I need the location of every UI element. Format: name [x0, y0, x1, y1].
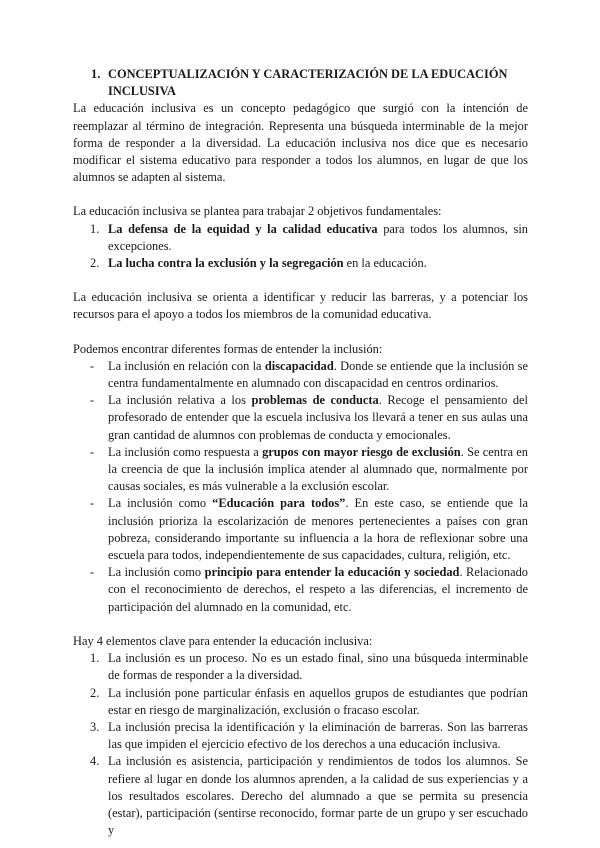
form-item [90, 358, 528, 392]
form-text: . En este caso, se entiende que la inclusión prioriza la escolarización de menores pertenecientes a países con gran pobreza, considerando importante su influencia a la hora de reflexionar sobre una escuela para todos, independientemente de sus capacidades, cultura, religión, etc. [108, 496, 528, 563]
objective-text: en la educación. [343, 256, 427, 271]
element-item [90, 685, 528, 719]
objective-item [90, 221, 528, 255]
form-item [90, 392, 528, 444]
dash-bullet: - [90, 565, 95, 580]
form-text: . Relacionado con el reconocimiento de derechos, el respeto a las diferencias, el incremento de participación del alumnado en la comunidad, etc. [108, 565, 528, 614]
dash-bullet: - [90, 444, 95, 459]
form-text: . Recoge el pensamiento del profesorado de entender que la escuela inclusiva los llevará a tener en sus aulas una gran cantidad de alumnos con problemas de conducta y emocionales. [108, 393, 528, 442]
document-page [73, 66, 528, 839]
section-heading [91, 66, 528, 100]
form-bold: grupos con mayor riesgo de exclusión [262, 444, 461, 459]
form-bold: “Educación para todos” [212, 496, 346, 511]
objectives-lead: La educación inclusiva se plantea para trabajar 2 objetivos fundamentales: [73, 204, 442, 219]
form-text: La inclusión como respuesta a [108, 444, 263, 459]
form-bold: problemas de conducta [251, 393, 379, 408]
objective-bold: La defensa de la equidad y la calidad educativa [108, 221, 378, 236]
form-bold: principio para entender la educación y sociedad [204, 565, 460, 580]
dash-bullet: - [90, 393, 95, 408]
element-text: La inclusión precisa la identificación y la eliminación de barreras. Son las barreras las que impiden el ejercicio efectivo de los derechos a una educación inclusiva. [108, 719, 528, 752]
form-text: La inclusión en relación con la [108, 358, 265, 373]
form-text: . Se centra en la creencia de que la inclusión implica atender al alumnado que, normalmente por causas sociales, es más vulnerable a la exclusión escolar. [108, 444, 528, 494]
list-number: 2. [90, 256, 100, 271]
element-text: La inclusión pone particular énfasis en aquellos grupos de estudiantes que podrían estar en riesgo de marginalización, exclusión o fracaso escolar. [108, 685, 528, 717]
heading-number: 1. [91, 67, 101, 81]
objective-item [90, 255, 528, 272]
form-text: . Donde se entiende que la inclusión se centra fundamentalmente en alumnado con discapacidad en centros ordinarios. [108, 358, 528, 391]
form-text: La inclusión como [108, 565, 205, 580]
element-text: La inclusión es un proceso. No es un estado final, sino una búsqueda interminable de formas de responder a la diversidad. [108, 651, 528, 683]
heading-title: CONCEPTUALIZACIÓN Y CARACTERIZACIÓN DE LA EDUCACIÓN INCLUSIVA [108, 67, 508, 99]
list-number: 2. [90, 685, 100, 700]
form-item [90, 444, 528, 496]
form-text: La inclusión relativa a los [108, 393, 252, 408]
form-text: La inclusión como [108, 496, 213, 511]
elements-lead: Hay 4 elementos clave para entender la educación inclusiva: [73, 633, 373, 648]
form-bold: discapacidad [264, 358, 334, 373]
element-item [90, 753, 528, 839]
intro-paragraph: La educación inclusiva es un concepto pedagógico que surgió con la intención de reemplazar al término de integración. Representa una búsqueda interminable de la mejor forma de responder a la diversidad. La educación inclusiva nos dice que es necesario modificar el sistema educativo para responder a todos los alumnos, en lugar de que los alumnos se adapten al sistema. [73, 101, 528, 185]
list-number: 1. [90, 651, 100, 666]
form-item [90, 495, 528, 564]
objective-bold: La lucha contra la exclusión y la segregación [108, 256, 344, 271]
list-number: 3. [90, 719, 100, 734]
dash-bullet: - [90, 358, 95, 373]
list-number: 1. [90, 221, 100, 236]
objective-text: para todos los alumnos, sin excepciones. [108, 221, 528, 253]
list-number: 4. [90, 754, 100, 769]
forms-lead: Podemos encontrar diferentes formas de entender la inclusión: [73, 341, 383, 356]
dash-bullet: - [90, 496, 95, 511]
element-item [90, 719, 528, 753]
element-text: La inclusión es asistencia, participación y rendimientos de todos los alumnos. Se refiere al lugar en donde los alumnos aprenden, a la calidad de sus experiencias y a los resultados escolares. Derecho del alumnado a que se permita su presencia (estar), participación (sentirse reconocido, formar parte de un grupo y ser escuchado y [108, 754, 528, 838]
element-item [90, 650, 528, 684]
orientation-paragraph: La educación inclusiva se orienta a identificar y reducir las barreras, y a potenciar los recursos para el apoyo a todos los miembros de la comunidad educativa. [73, 290, 528, 322]
form-item [90, 564, 528, 616]
